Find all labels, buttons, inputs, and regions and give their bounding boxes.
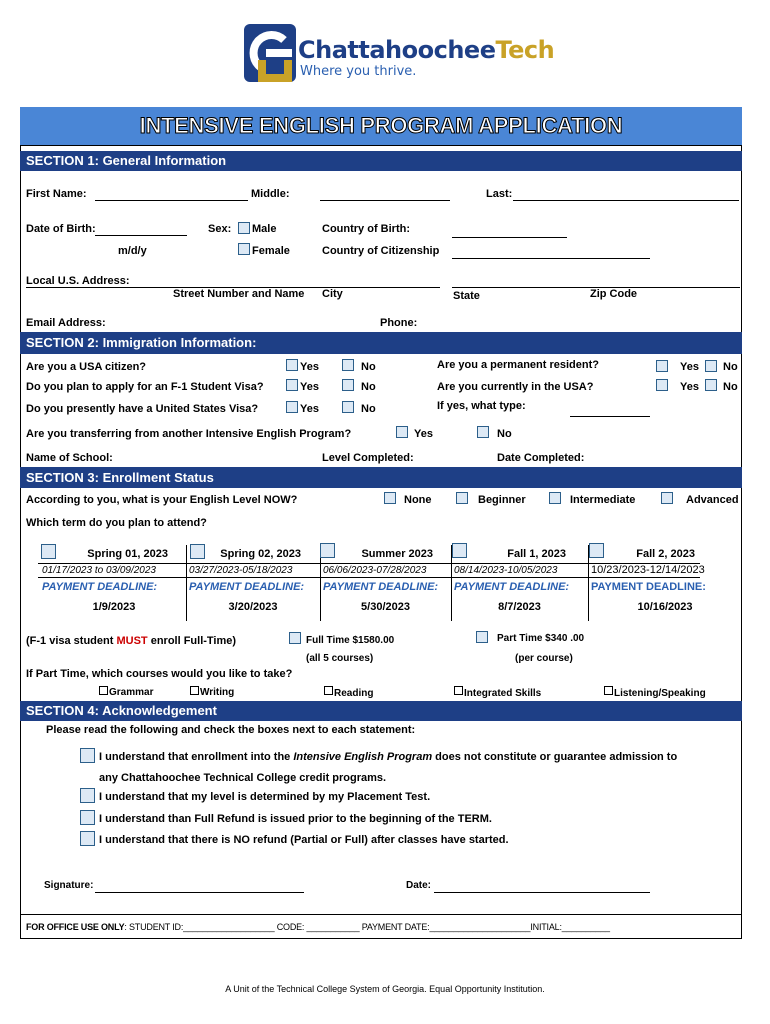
state-label: State bbox=[453, 290, 480, 302]
citizen-yes-checkbox[interactable] bbox=[286, 359, 298, 371]
country-citizenship-label: Country of Citizenship bbox=[322, 245, 440, 257]
term-summer-range: 06/06/2023-07/28/2023 bbox=[323, 565, 427, 576]
country-birth-label: Country of Birth: bbox=[322, 223, 410, 235]
full-time-label: Full Time $1580.00 bbox=[306, 635, 395, 646]
resident-yes-checkbox[interactable] bbox=[656, 360, 668, 372]
zip-label: Zip Code bbox=[590, 288, 638, 300]
transfer-no-checkbox[interactable] bbox=[477, 426, 489, 438]
level-question: According to you, what is your English Level NOW? bbox=[26, 494, 298, 506]
ack-1-pre: I understand that enrollment into the bbox=[99, 751, 294, 763]
date-label: Date: bbox=[406, 880, 432, 891]
f1-question: Do you plan to apply for an F-1 Student Visa? bbox=[26, 381, 264, 393]
female-checkbox[interactable] bbox=[238, 243, 250, 255]
term-fall2-deadline: 10/16/2023 bbox=[637, 601, 693, 613]
in-usa-yes-checkbox[interactable] bbox=[656, 379, 668, 391]
full-time-sub: (all 5 courses) bbox=[306, 653, 374, 664]
citizen-question: Are you a USA citizen? bbox=[26, 361, 147, 373]
section-2-header: SECTION 2: Immigration Information: bbox=[20, 332, 742, 354]
resident-question: Are you a permanent resident? bbox=[437, 359, 599, 371]
term-fall1-deadline: 8/7/2023 bbox=[498, 601, 541, 613]
first-name-field[interactable] bbox=[95, 200, 248, 201]
ack-2-checkbox[interactable] bbox=[80, 788, 95, 803]
course-grammar-checkbox[interactable] bbox=[99, 686, 108, 695]
term-fall2-name: Fall 2, 2023 bbox=[636, 548, 695, 560]
country-birth-field[interactable] bbox=[452, 237, 567, 238]
section-4-header: SECTION 4: Acknowledgement bbox=[20, 701, 742, 721]
term-fall2-payment-label: PAYMENT DEADLINE: bbox=[591, 581, 706, 593]
last-field[interactable] bbox=[513, 200, 739, 201]
f1-no-checkbox[interactable] bbox=[342, 379, 354, 391]
signature-field[interactable] bbox=[95, 892, 304, 893]
term-summer-name: Summer 2023 bbox=[361, 548, 433, 560]
course-reading-label: Reading bbox=[334, 688, 374, 699]
course-integrated-checkbox[interactable] bbox=[454, 686, 463, 695]
term-summer-checkbox[interactable] bbox=[320, 543, 335, 558]
term-fall1-range: 08/14/2023-10/05/2023 bbox=[454, 565, 558, 576]
term-spring1-checkbox[interactable] bbox=[41, 544, 56, 559]
course-grammar-label: Grammar bbox=[109, 687, 154, 698]
middle-label: Middle: bbox=[251, 188, 290, 200]
in-usa-no-checkbox[interactable] bbox=[705, 379, 717, 391]
term-fall1-payment-label: PAYMENT DEADLINE: bbox=[454, 581, 570, 593]
part-time-sub: (per course) bbox=[515, 653, 573, 664]
course-writing-label: Writing bbox=[200, 687, 235, 698]
email-label: Email Address: bbox=[26, 317, 106, 329]
transfer-question: Are you transferring from another Intensive English Program? bbox=[26, 428, 352, 440]
term-spring2-range: 03/27/2023-05/18/2023 bbox=[189, 565, 293, 576]
courses-question: If Part Time, which courses would you like to take? bbox=[26, 668, 293, 680]
ack-1-post: does not constitute or guarantee admission to bbox=[432, 751, 678, 763]
ack-3-checkbox[interactable] bbox=[80, 810, 95, 825]
form-title-text: INTENSIVE ENGLISH PROGRAM APPLICATION bbox=[139, 113, 623, 138]
level-advanced-label: Advanced bbox=[686, 494, 739, 506]
visa-yes-label: Yes bbox=[300, 403, 319, 415]
signature-label: Signature: bbox=[44, 880, 94, 891]
term-summer-deadline: 5/30/2023 bbox=[361, 601, 410, 613]
term-spring2-deadline: 3/20/2023 bbox=[228, 601, 278, 613]
ack-4-checkbox[interactable] bbox=[80, 831, 95, 846]
logo-mark-icon bbox=[244, 24, 296, 82]
course-writing-checkbox[interactable] bbox=[190, 686, 199, 695]
course-integrated-label: Integrated Skills bbox=[464, 688, 542, 699]
country-citizenship-field[interactable] bbox=[452, 258, 650, 259]
ack-1-italic: Intensive English Program bbox=[293, 751, 433, 763]
level-beginner-checkbox[interactable] bbox=[456, 492, 468, 504]
f1-note-pre: (F-1 visa student bbox=[26, 635, 117, 647]
logo-name: Chattahoochee bbox=[298, 36, 496, 64]
citizen-yes-label: Yes bbox=[300, 361, 319, 373]
citizen-no-checkbox[interactable] bbox=[342, 359, 354, 371]
part-time-label: Part Time $340 .00 bbox=[497, 633, 585, 644]
dob-field[interactable] bbox=[95, 235, 187, 236]
term-summer-payment-label: PAYMENT DEADLINE: bbox=[323, 581, 439, 593]
term-question: Which term do you plan to attend? bbox=[26, 517, 207, 529]
last-label: Last: bbox=[486, 188, 513, 200]
course-reading-checkbox[interactable] bbox=[324, 686, 333, 695]
school-label: Name of School: bbox=[26, 452, 113, 464]
ack-1-checkbox[interactable] bbox=[80, 748, 95, 763]
sex-label: Sex: bbox=[208, 223, 232, 235]
level-none-label: None bbox=[404, 494, 432, 506]
term-spring2-payment-label: PAYMENT DEADLINE: bbox=[189, 581, 305, 593]
f1-note-post: enroll Full-Time) bbox=[147, 635, 237, 647]
level-completed-label: Level Completed: bbox=[322, 452, 414, 464]
city-label: City bbox=[322, 288, 343, 300]
office-use-row bbox=[26, 921, 610, 934]
office-divider bbox=[20, 914, 742, 915]
resident-yes-label: Yes bbox=[680, 361, 699, 373]
section-3-header: SECTION 3: Enrollment Status bbox=[20, 467, 742, 488]
term-spring1-name: Spring 01, 2023 bbox=[87, 548, 168, 560]
term-fall2-range: 10/23/2023-12/14/2023 bbox=[591, 564, 705, 576]
male-checkbox[interactable] bbox=[238, 222, 250, 234]
part-time-checkbox[interactable] bbox=[476, 631, 488, 643]
citizen-no-label: No bbox=[361, 361, 376, 373]
form-title bbox=[20, 107, 742, 146]
term-spring1-deadline: 1/9/2023 bbox=[92, 601, 136, 613]
logo-name-bold: Tech bbox=[495, 36, 555, 64]
office-use-label: FOR OFFICE USE ONLY bbox=[26, 922, 125, 932]
f1-note-must: MUST bbox=[116, 635, 148, 647]
full-time-checkbox[interactable] bbox=[289, 632, 301, 644]
term-spring1-payment-label: PAYMENT DEADLINE: bbox=[42, 581, 158, 593]
f1-no-label: No bbox=[361, 381, 376, 393]
f1-yes-label: Yes bbox=[300, 381, 319, 393]
logo-tagline: Where you thrive. bbox=[300, 64, 417, 79]
dob-label: Date of Birth: bbox=[26, 223, 96, 235]
level-none-checkbox[interactable] bbox=[384, 492, 396, 504]
ack-2-text: I understand that my level is determined by my Placement Test. bbox=[99, 791, 431, 803]
level-intermediate-label: Intermediate bbox=[570, 494, 636, 506]
resident-no-checkbox[interactable] bbox=[705, 360, 717, 372]
section-1-header: SECTION 1: General Information bbox=[20, 151, 742, 171]
in-usa-question: Are you currently in the USA? bbox=[437, 381, 594, 393]
local-address-label: Local U.S. Address: bbox=[26, 275, 130, 287]
street-label: Street Number and Name bbox=[173, 288, 305, 300]
ack-intro: Please read the following and check the boxes next to each statement: bbox=[46, 724, 416, 736]
ack-3-text: I understand than Full Refund is issued prior to the beginning of the TERM. bbox=[99, 813, 492, 825]
footer-text: A Unit of the Technical College System of Georgia. Equal Opportunity Institution. bbox=[225, 984, 545, 994]
male-label: Male bbox=[252, 223, 277, 235]
office-use-fields: : STUDENT ID:___________________ CODE: ___________ PAYMENT DATE:_____________________INITIAL:__________ bbox=[124, 922, 610, 932]
term-fall1-name: Fall 1, 2023 bbox=[507, 548, 566, 560]
term-spring2-checkbox[interactable] bbox=[190, 544, 205, 559]
female-label: Female bbox=[252, 245, 290, 257]
phone-label: Phone: bbox=[380, 317, 418, 329]
term-spring1-range: 01/17/2023 to 03/09/2023 bbox=[42, 565, 156, 576]
transfer-yes-label: Yes bbox=[414, 428, 433, 440]
resident-no-label: No bbox=[723, 361, 738, 373]
term-fall1-checkbox[interactable] bbox=[452, 543, 467, 558]
term-spring2-name: Spring 02, 2023 bbox=[220, 548, 301, 560]
level-advanced-checkbox[interactable] bbox=[661, 492, 673, 504]
ack-1-text bbox=[99, 751, 677, 764]
level-beginner-label: Beginner bbox=[478, 494, 526, 506]
course-listening-checkbox[interactable] bbox=[604, 686, 613, 695]
date-completed-label: Date Completed: bbox=[497, 452, 585, 464]
term-grid-line bbox=[38, 577, 700, 578]
in-usa-yes-label: Yes bbox=[680, 381, 699, 393]
middle-field[interactable] bbox=[320, 200, 450, 201]
ack-1-line2: any Chattahoochee Technical College credit programs. bbox=[99, 772, 387, 784]
ack-4-text: I understand that there is NO refund (Partial or Full) after classes have started. bbox=[99, 834, 509, 846]
visa-type-field[interactable] bbox=[570, 416, 650, 417]
course-listening-label: Listening/Speaking bbox=[614, 688, 706, 699]
f1-yes-checkbox[interactable] bbox=[286, 379, 298, 391]
first-name-label: First Name: bbox=[26, 188, 87, 200]
visa-no-checkbox[interactable] bbox=[342, 401, 354, 413]
dob-format: m/d/y bbox=[118, 245, 147, 257]
transfer-no-label: No bbox=[497, 428, 512, 440]
date-field[interactable] bbox=[434, 892, 650, 893]
visa-no-label: No bbox=[361, 403, 376, 415]
visa-question: Do you presently have a United States Visa? bbox=[26, 403, 259, 415]
college-logo bbox=[244, 24, 555, 84]
transfer-yes-checkbox[interactable] bbox=[396, 426, 408, 438]
visa-type-label: If yes, what type: bbox=[437, 400, 526, 412]
level-intermediate-checkbox[interactable] bbox=[549, 492, 561, 504]
f1-enroll-note bbox=[26, 635, 236, 648]
in-usa-no-label: No bbox=[723, 381, 738, 393]
visa-yes-checkbox[interactable] bbox=[286, 401, 298, 413]
